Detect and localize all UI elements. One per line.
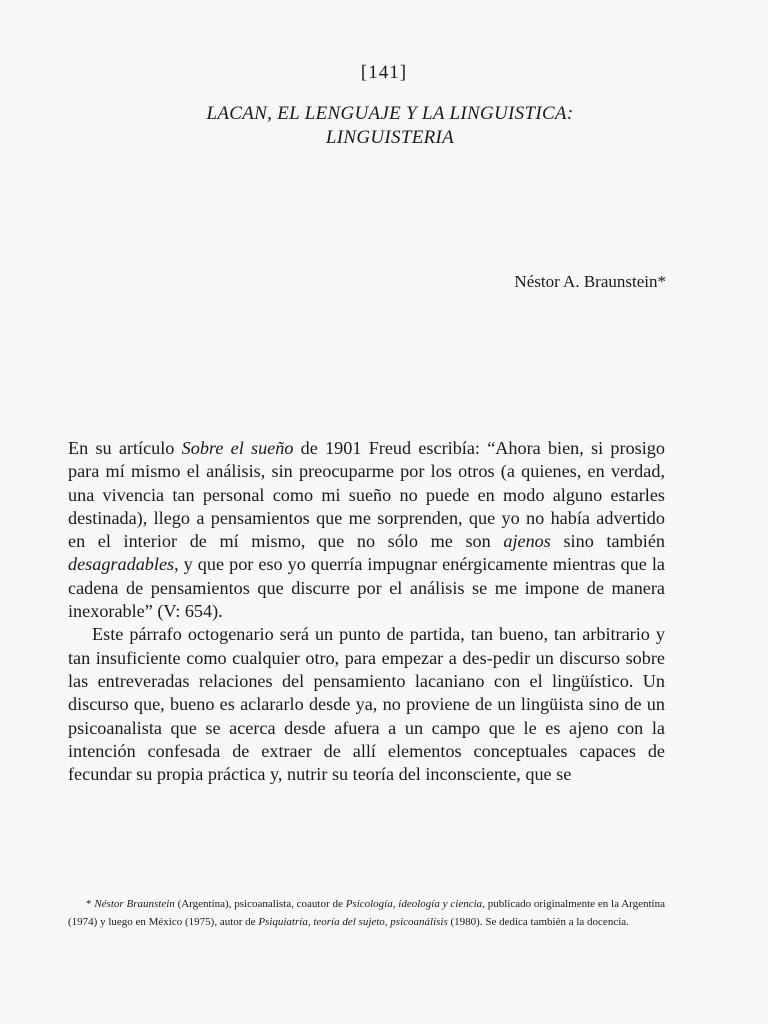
paragraph-1-text-4: , y que por eso yo querría impugnar enérgicamente mientras que la cadena de pensamientos que discurre por el análisis se me impone de manera inexorable” (V: 654). bbox=[68, 554, 665, 622]
paragraph-2: Este párrafo octogenario será un punto de partida, tan bueno, tan arbitrario y tan insuficiente como cualquier otro, para empezar a des-pedir un discurso sobre las entreveradas relaciones del pensamiento lacaniano con el lingüístico. Un discurso que, bueno es aclararlo desde ya, no proviene de un lingüista sino de un psicoanalista que se acerca desde afuera a un campo que le es ajeno con la intención confesada de extraer de allí elementos conceptuales capaces de fecundar su propia práctica y, nutrir su teoría del inconsciente, que se bbox=[68, 624, 665, 785]
footnote bbox=[68, 895, 665, 931]
body-text bbox=[68, 437, 665, 786]
footnote-text-3: (1980). Se dedica también a la docencia. bbox=[447, 916, 629, 928]
paragraph-1 bbox=[68, 437, 665, 623]
chapter-title-line-1: LACAN, EL LENGUAJE Y LA LINGUISTICA: bbox=[206, 103, 574, 124]
page-number: [141] bbox=[360, 62, 408, 83]
footnote-italic-2: Psicología, ideología y ciencia bbox=[345, 898, 483, 910]
paragraph-1-italic-1: Sobre el sueño bbox=[181, 438, 294, 458]
paragraph-1-italic-3: desagradables bbox=[68, 554, 175, 575]
chapter-title-line-2: LINGUISTERIA bbox=[325, 127, 455, 148]
paragraph-1-italic-2: ajenos bbox=[503, 531, 551, 552]
paragraph-1-text-1: En su artículo bbox=[68, 438, 182, 458]
paragraph-1-text-3: sino también bbox=[550, 531, 665, 552]
footnote-text bbox=[68, 895, 665, 931]
author-name: Néstor A. Braunstein* bbox=[514, 272, 666, 291]
footnote-italic-3: Psiquiatría, teoría del sujeto, psicoanálisis bbox=[258, 916, 448, 928]
paragraph-1-text-2: de 1901 Freud escribía: “Ahora bien, si prosigo para mí mismo el análisis, sin preocuparme por los otros (a quienes, en verdad, una vivencia tan personal como mi sueño no puede en modo alguno estarles destinada), llego a pensamientos que me sorprenden, que yo no había advertido en el interior de mí mismo, que no sólo me son bbox=[68, 438, 665, 552]
footnote-text-1: (Argentina), psicoanalista, coautor de bbox=[174, 898, 346, 910]
footnote-text-2: , publicado originalmente en la Argentina (1974) y luego en México (1975), autor de bbox=[68, 898, 665, 928]
footnote-mark: * bbox=[86, 898, 95, 910]
footnote-italic-1: Néstor Braunstein bbox=[94, 898, 175, 910]
chapter-title bbox=[60, 102, 720, 150]
